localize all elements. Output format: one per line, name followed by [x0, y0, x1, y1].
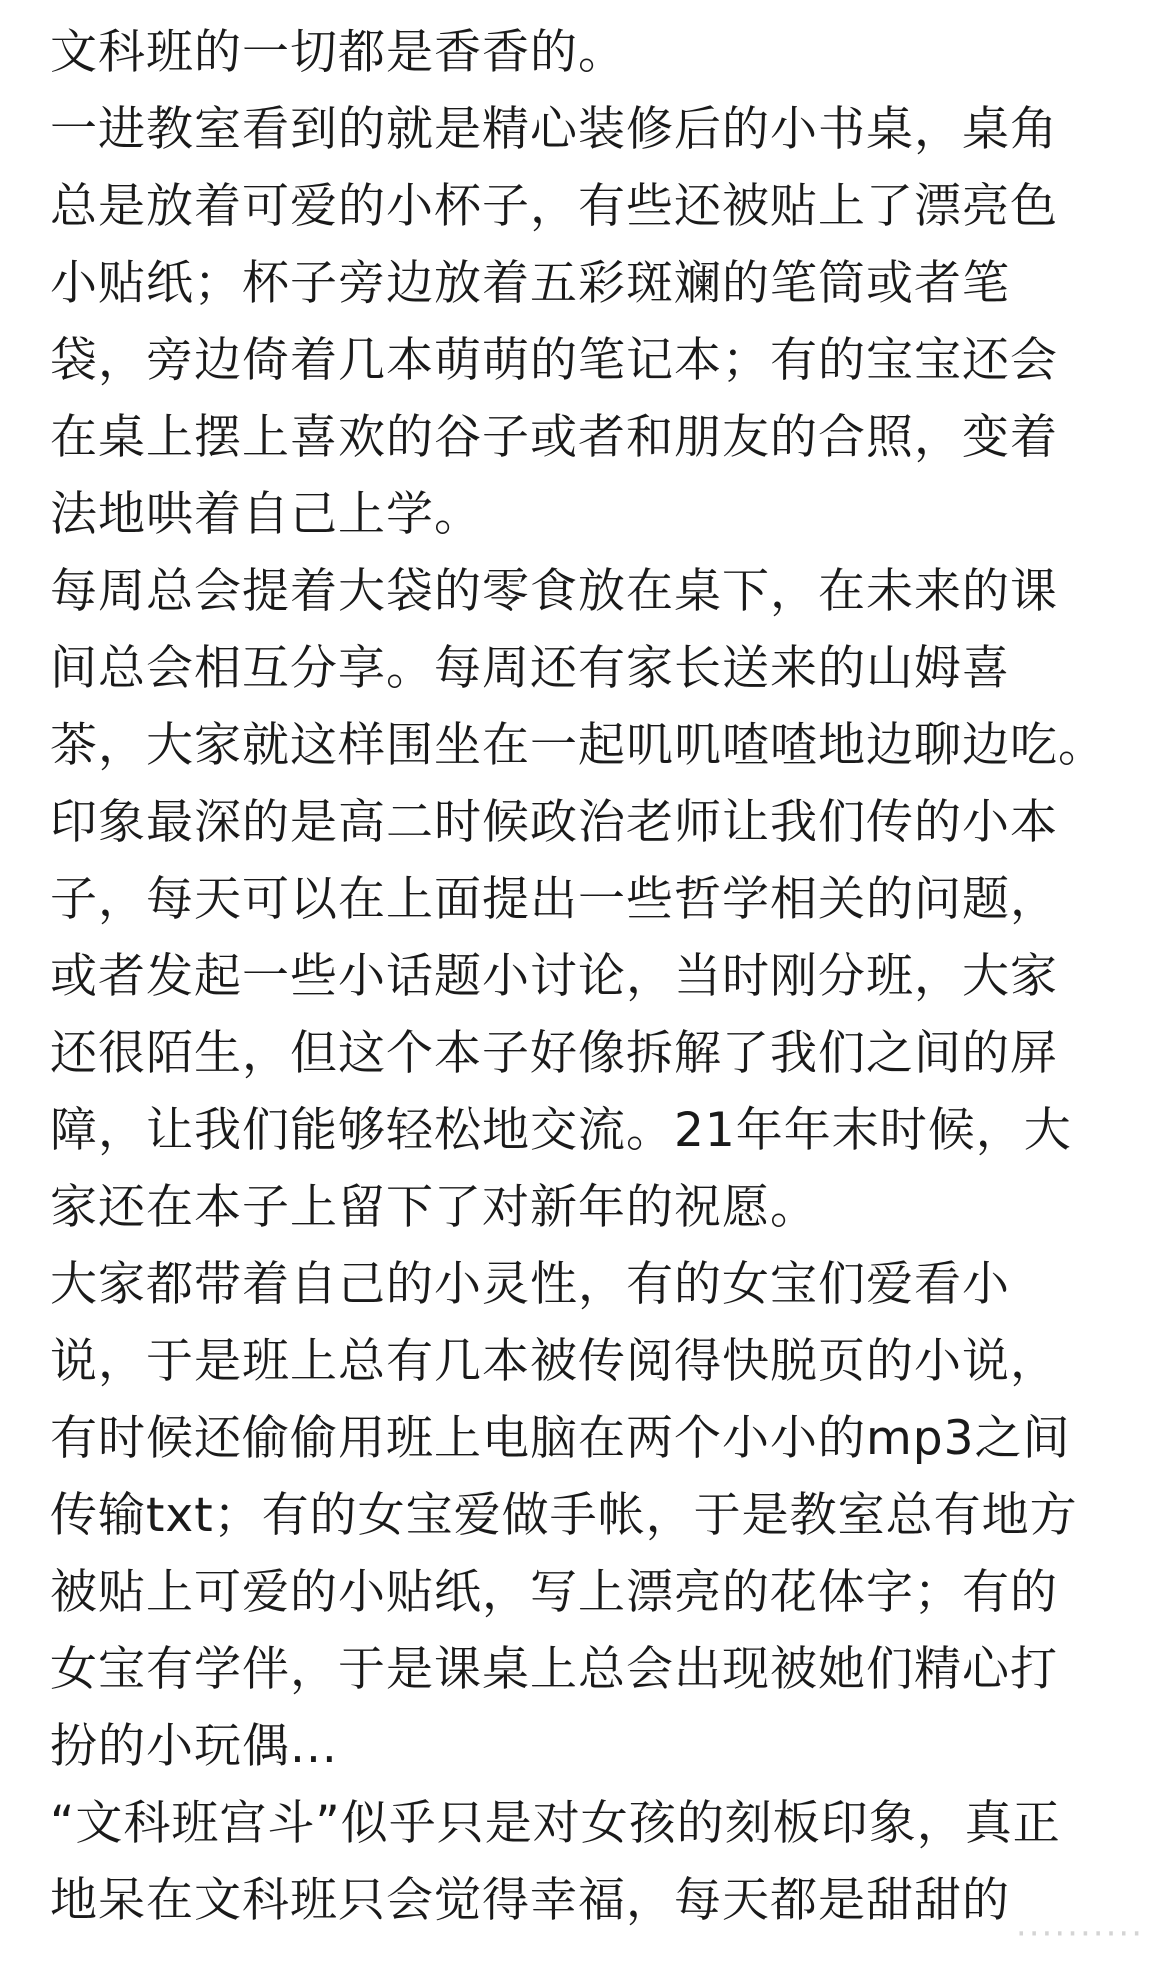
post-line: 还很陌生，但这个本子好像拆解了我们之间的屏: [50, 1026, 1058, 1081]
post-line: 文科班的一切都是香香的。: [50, 25, 626, 80]
post-line: 女宝有学伴，于是课桌上总会出现被她们精心打: [50, 1642, 1058, 1697]
post-line: 说，于是班上总有几本被传阅得快脱页的小说，: [50, 1334, 1058, 1389]
post-line: 家还在本子上留下了对新年的祝愿。: [50, 1180, 818, 1235]
post-line: 茶，大家就这样围坐在一起叽叽喳喳地边聊边吃。: [50, 718, 1106, 773]
post-line: 小贴纸；杯子旁边放着五彩斑斓的笔筒或者笔: [50, 256, 1010, 311]
post-line: 间总会相互分享。每周还有家长送来的山姆喜: [50, 641, 1010, 696]
post-line: 每周总会提着大袋的零食放在桌下，在未来的课: [50, 564, 1058, 619]
post-line: 被贴上可爱的小贴纸，写上漂亮的花体字；有的: [50, 1565, 1058, 1620]
post-line: 有时候还偷偷用班上电脑在两个小小的mp3之间: [50, 1411, 1071, 1466]
post-line: 法地哄着自己上学。: [50, 487, 482, 542]
post-line: 大家都带着自己的小灵性，有的女宝们爱看小: [50, 1257, 1010, 1312]
post-line: 子，每天可以在上面提出一些哲学相关的问题，: [50, 872, 1058, 927]
post-line: 传输txt；有的女宝爱做手帐，于是教室总有地方: [50, 1488, 1078, 1543]
post-line: 或者发起一些小话题小讨论，当时刚分班，大家: [50, 949, 1058, 1004]
post-line: 袋，旁边倚着几本萌萌的笔记本；有的宝宝还会: [50, 333, 1058, 388]
post-text-body: [50, 14, 1130, 1939]
post-line: 印象最深的是高二时候政治老师让我们传的小本: [50, 795, 1058, 850]
post-line: 一进教室看到的就是精心装修后的小书桌，桌角: [50, 102, 1058, 157]
post-line: 总是放着可爱的小杯子，有些还被贴上了漂亮色: [50, 179, 1058, 234]
post-line: 地呆在文科班只会觉得幸福，每天都是甜甜的: [50, 1873, 1010, 1928]
post-line: “文科班宫斗”似乎只是对女孩的刻板印象，真正: [50, 1796, 1061, 1851]
watermark: ··········: [1015, 1914, 1144, 1954]
post-line: 扮的小玩偶...: [50, 1719, 338, 1774]
post-line: 在桌上摆上喜欢的谷子或者和朋友的合照，变着: [50, 410, 1058, 465]
post-line: 障，让我们能够轻松地交流。21年年末时候，大: [50, 1103, 1072, 1158]
